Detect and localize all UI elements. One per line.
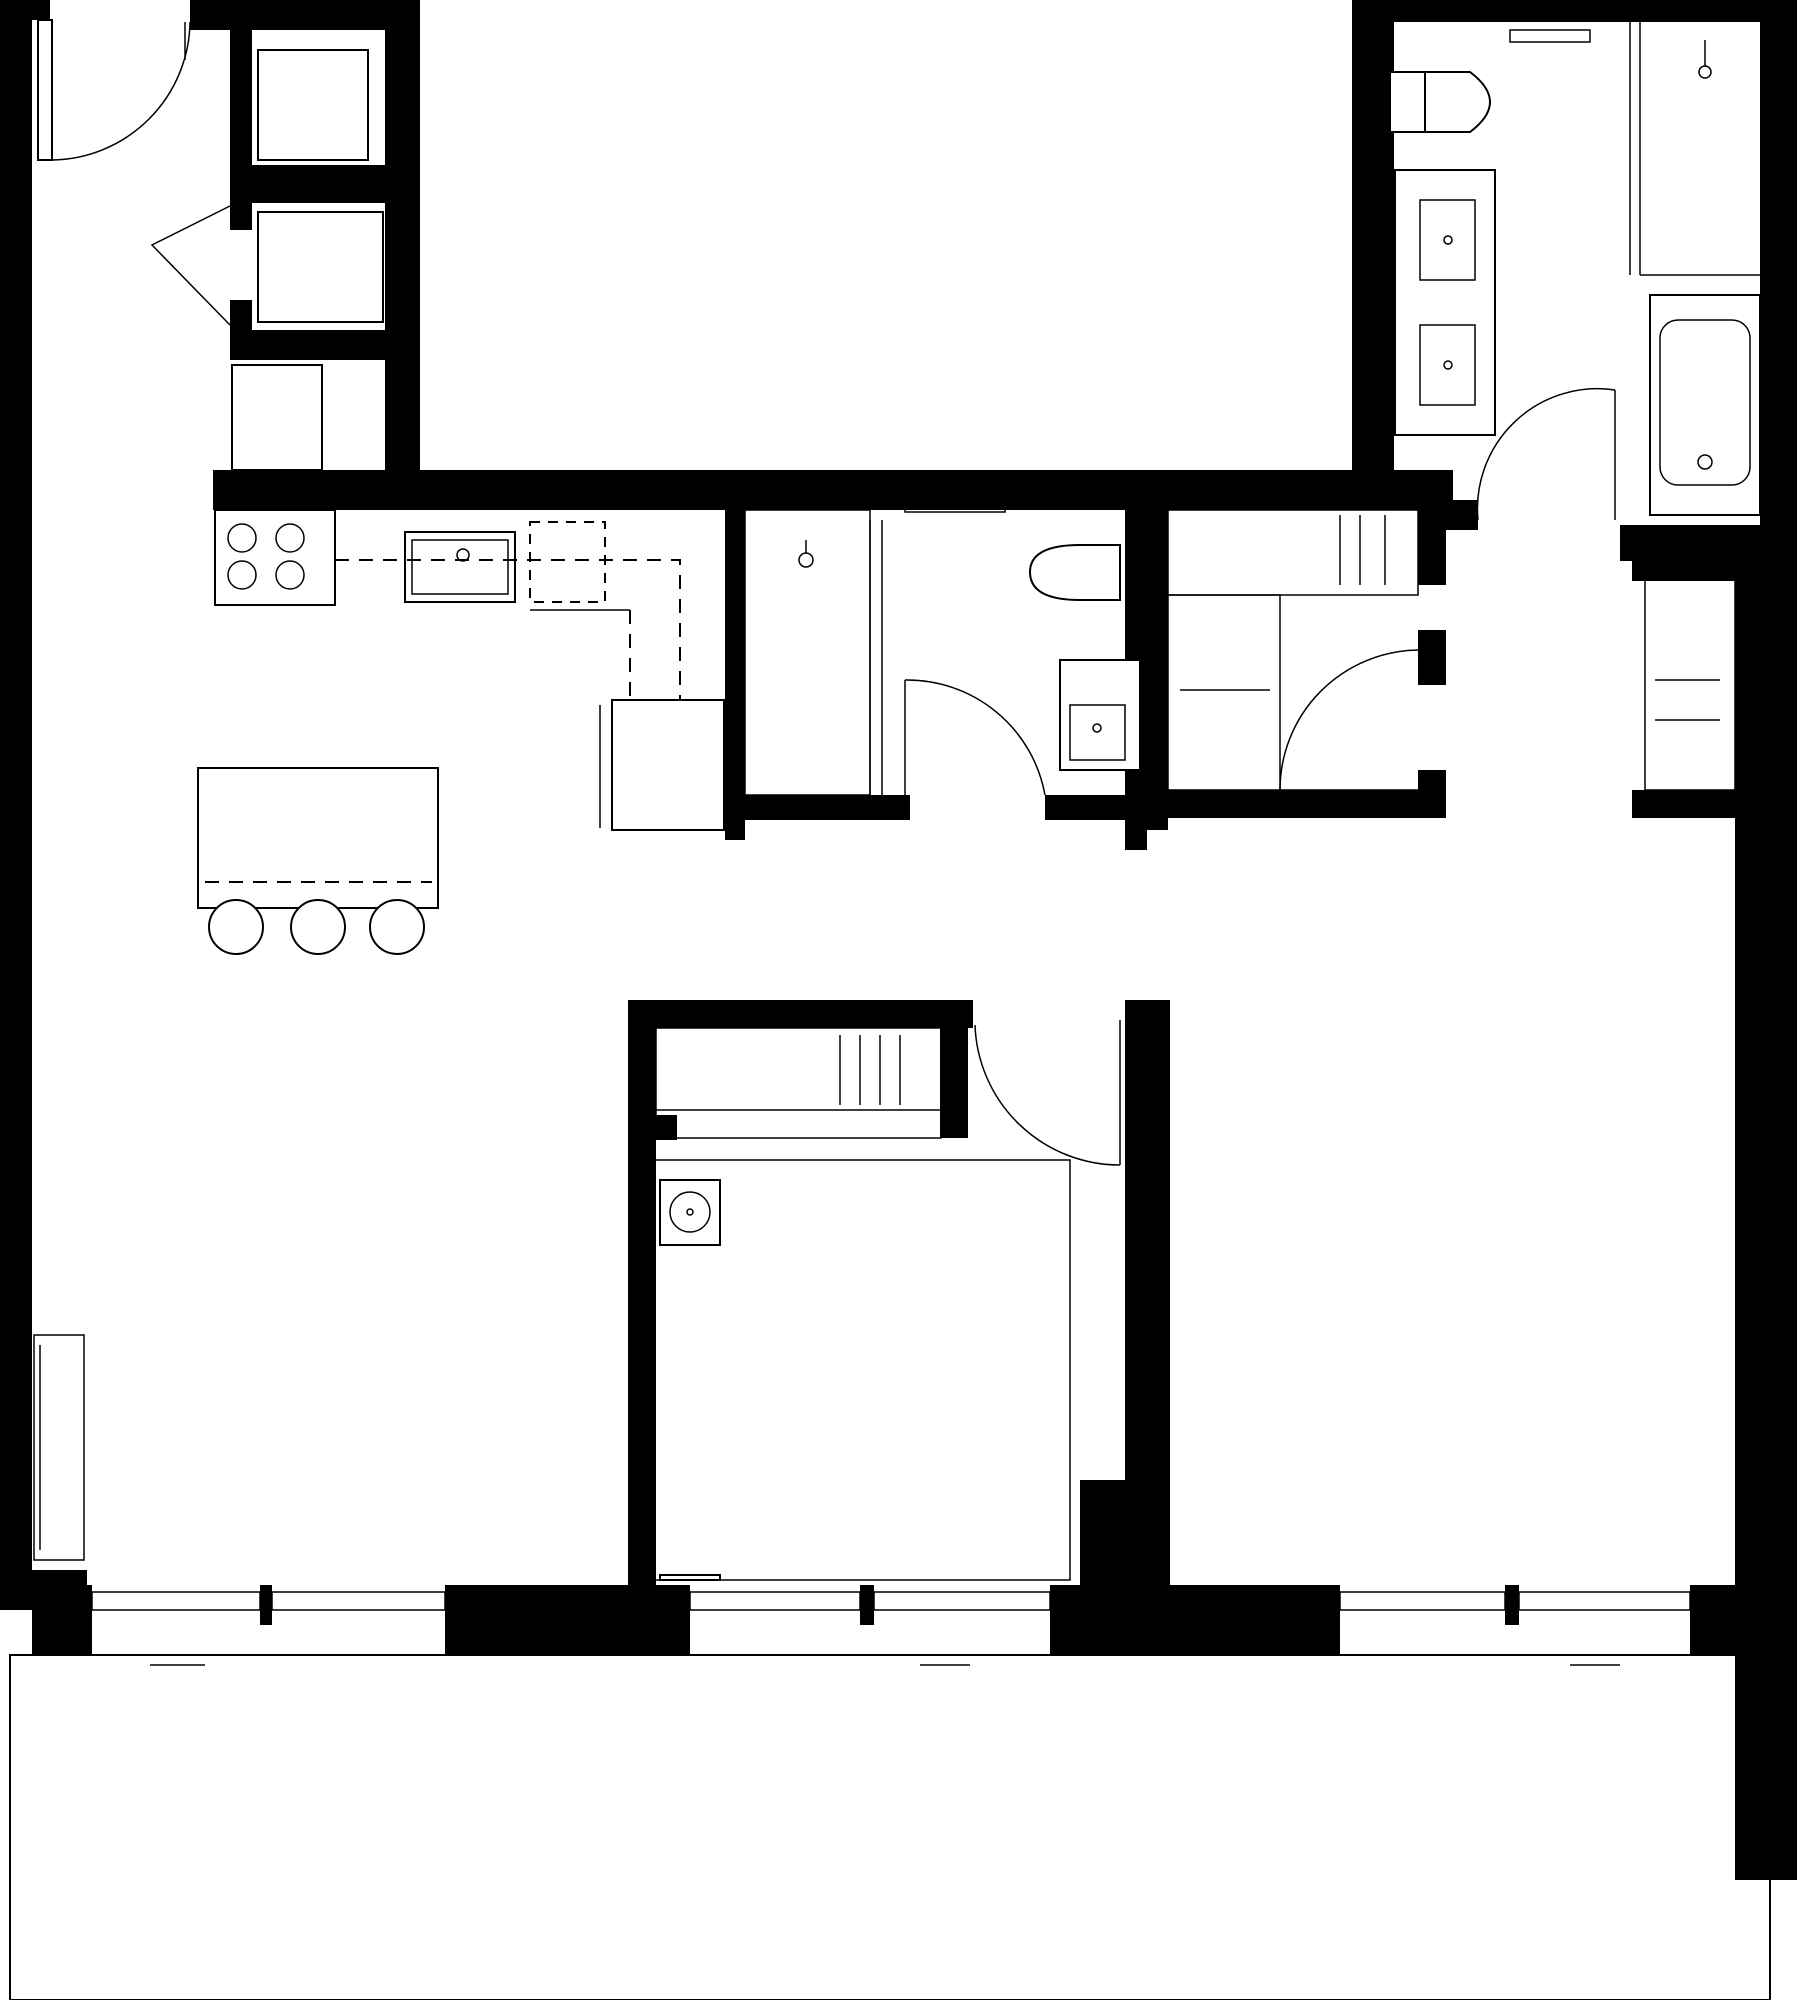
ac-unit [258,50,368,160]
bathroom-01-fixtures [1390,22,1760,520]
kitchen-fixtures [198,510,724,954]
entry-door [38,20,190,160]
utility-closets [152,50,383,470]
bathroom-02-fixtures [745,500,1140,795]
bedroom-02-fixtures [655,1020,1120,1580]
pantry [232,365,322,470]
hall-closet-fixtures [1645,560,1735,790]
terrace [10,1655,1770,2000]
windows [34,1335,1690,1610]
washer-dryer [258,212,383,322]
walk-in-closet-fixtures [1168,510,1418,790]
